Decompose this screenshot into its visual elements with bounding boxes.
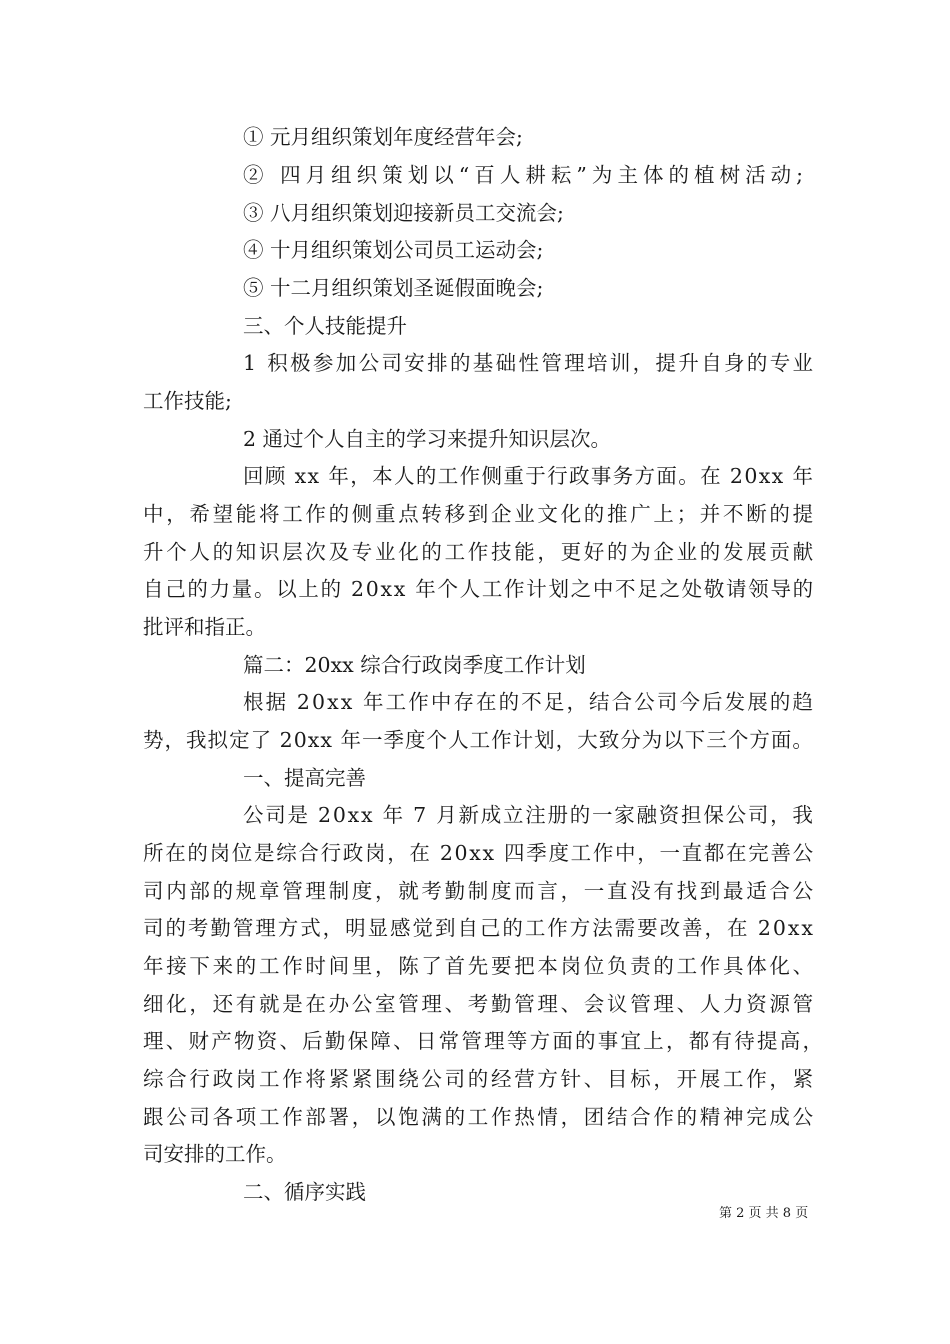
text-line: 1 积极参加公司安排的基础性管理培训，提升自身的专业 — [243, 351, 816, 375]
text-line: ⑤ 十二月组织策划圣诞假面晚会; — [243, 276, 544, 300]
text-line: 2 通过个人自主的学习来提升知识层次。 — [243, 427, 612, 451]
section-heading: 一、提高完善 — [243, 766, 366, 790]
text-line: ④ 十月组织策划公司员工运动会; — [243, 238, 544, 262]
text-line: 司安排的工作。 — [143, 1142, 287, 1166]
text-line: 批评和指正。 — [143, 615, 266, 639]
text-line: 细化，还有就是在办公室管理、考勤管理、会议管理、人力资源管 — [143, 992, 816, 1016]
text-line: 跟公司各项工作部署，以饱满的工作热情，团结合作的精神完成公 — [143, 1105, 816, 1129]
text-line: 年接下来的工作时间里，陈了首先要把本岗位负责的工作具体化、 — [143, 954, 816, 978]
text-line: 自己的力量。以上的 20xx 年个人工作计划之中不足之处敬请领导的 — [143, 577, 815, 601]
section-heading: 二、循序实践 — [243, 1180, 366, 1204]
text-line: 升个人的知识层次及专业化的工作技能，更好的为企业的发展贡献 — [143, 540, 816, 564]
text-line: 公司是 20xx 年 7 月新成立注册的一家融资担保公司，我 — [243, 803, 815, 827]
page-number: 第 2 页 共 8 页 — [719, 1206, 809, 1221]
text-line: 综合行政岗工作将紧紧围绕公司的经营方针、目标，开展工作，紧 — [143, 1067, 816, 1091]
text-line: ① 元月组织策划年度经营年会; — [243, 125, 523, 149]
text-line: 司的考勤管理方式，明显感觉到自己的工作方法需要改善，在 20xx — [143, 916, 815, 940]
text-line: 理、财产物资、后勤保障、日常管理等方面的事宜上，都有待提高， — [143, 1029, 826, 1053]
text-line: ③ 八月组织策划迎接新员工交流会; — [243, 201, 564, 225]
section-heading: 三、个人技能提升 — [243, 314, 407, 338]
text-line: 势，我拟定了 20xx 年一季度个人工作计划，大致分为以下三个方面。 — [143, 728, 814, 752]
text-line: 所在的岗位是综合行政岗，在 20xx 四季度工作中，一直都在完善公 — [143, 841, 815, 865]
text-line: 中，希望能将工作的侧重点转移到企业文化的推广上；并不断的提 — [143, 502, 816, 526]
text-line: 回顾 xx 年，本人的工作侧重于行政事务方面。在 20xx 年 — [243, 464, 815, 488]
text-line: 司内部的规章管理制度，就考勤制度而言，一直没有找到最适合公 — [143, 879, 816, 903]
text-line: 根据 20xx 年工作中存在的不足，结合公司今后发展的趋 — [243, 690, 816, 714]
article-title: 篇二：20xx 综合行政岗季度工作计划 — [243, 653, 586, 677]
text-line: 工作技能; — [143, 389, 232, 413]
text-line: ② 四月组织策划以“百人耕耘”为主体的植树活动; — [243, 163, 809, 187]
